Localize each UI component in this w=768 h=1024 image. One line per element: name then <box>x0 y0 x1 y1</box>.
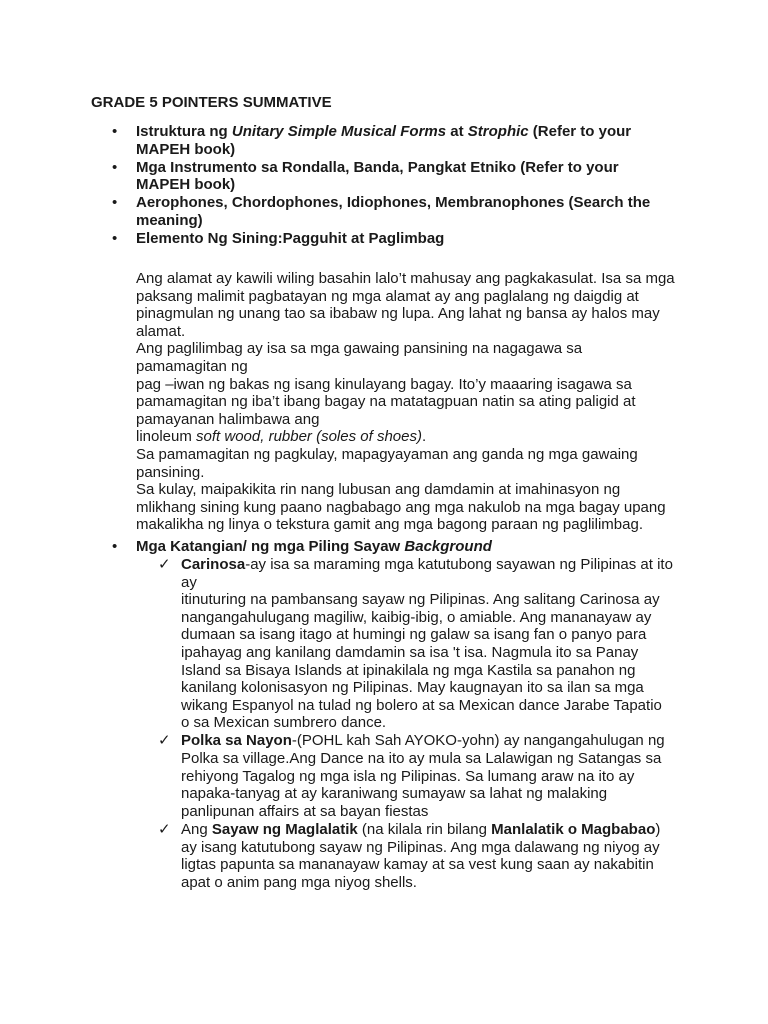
checkmark-icon: ✓ <box>158 732 171 750</box>
list-item: • Mga Katangian/ ng mga Piling Sayaw Background <box>112 538 492 555</box>
document-title: GRADE 5 POINTERS SUMMATIVE <box>91 94 332 111</box>
body-paragraphs: Ang alamat ay kawili wiling basahin lalo’t mahusay ang pagkakasulat. Isa sa mga paksang malimit pagbatayan ng mga alamat ay ang paglalang ng daigdig at pinagmulan ng unang tao sa ibabaw ng lupa. Ang lahat ng bansa ay halos may alamat. Ang paglilimbag ay isa sa mga gawaing pansining na nagagawa sa pamamagitan ng pag –iwan ng bakas ng isang kinulayang bagay. Ito’y maaaring isagawa sa pamamagitan ng iba’t ibang bagay na matatagpuan natin sa ating paligid at pamayanan halimbawa ang linoleum soft wood, rubber (soles of shoes). Sa pamamagitan ng pagkulay, mapagyayaman ang ganda ng mga gawaing pansining. Sa kulay, maipakikita rin nang lubusan ang damdamin at imahinasyon ng mlikhang sining kung paano nagbabago ang mga nakulob na mga bagay upang makalikha ng linya o tekstura gamit ang mga bagong paraan ng paglilimbag. <box>136 270 686 534</box>
pointers-list <box>0 123 768 248</box>
list-item: • Mga Instrumento sa Rondalla, Banda, Pangkat Etniko (Refer to your MAPEH book) <box>112 158 619 194</box>
dance-list <box>0 556 768 891</box>
dance-item-polka: ✓ Polka sa Nayon-(POHL kah Sah AYOKO-yohn) ay nangangahulugan ng Polka sa village.Ang Dance na ito ay mula sa Lalawigan ng Satangas sa rehiyong Tagalog ng mga isla ng Pilipinas. Sa lumang araw na ito ay napaka-tanyag at ay karaniwang sumayaw sa lahat ng malaking panlipunan affairs at sa bayan fiestas <box>158 732 665 820</box>
dance-item-carinosa: ✓ Carinosa-ay isa sa maraming mga katutubong sayawan ng Pilipinas at ito ay itinuturing na pambansang sayaw ng Pilipinas. Ang salitang Carinosa ay nangangahulugang magiliw, kaibig-ibig, o amiable. Ang mananayaw ay dumaan sa isang itago at humingi ng galaw sa isang fan o panyo para ipahayag ang kanilang damdamin sa isa 't isa. Nagmula ito sa Panay Island sa Bisaya Islands at ipinakilala ng mga Kastila sa panahon ng kanilang kolonisasyon ng Pilipinas. May kaugnayan ito sa ilan sa mga wikang Espanyol na tulad ng bolero at sa Mexican dance Jarabe Tapatio o sa Mexican sumbrero dance. <box>158 556 673 732</box>
bullet-icon: • <box>112 194 118 212</box>
bullet-icon: • <box>112 538 118 555</box>
dance-item-maglalatik: ✓ Ang Sayaw ng Maglalatik (na kilala rin bilang Manlalatik o Magbabao) ay isang katutubong sayaw ng Pilipinas. Ang mga dalawang ng niyog ay ligtas papunta sa mananayaw kamay at sa vest kung saan ay nakabitin apat o anim pang mga niyog shells. <box>158 820 661 891</box>
linoleum-line: linoleum soft wood, rubber (soles of shoes). <box>136 428 427 446</box>
checkmark-icon: ✓ <box>158 556 171 573</box>
sayaw-section <box>0 538 768 556</box>
bullet-icon: • <box>112 158 118 176</box>
bullet-icon: • <box>112 230 118 248</box>
checkmark-icon: ✓ <box>158 820 171 838</box>
list-item: • Elemento Ng Sining:Pagguhit at Paglimbag <box>112 230 445 248</box>
list-item: • Istruktura ng Unitary Simple Musical Forms at Strophic (Refer to your MAPEH book) <box>112 123 632 158</box>
list-item: • Aerophones, Chordophones, Idiophones, Membranophones (Search the meaning) <box>112 194 651 229</box>
bullet-icon: • <box>112 123 118 140</box>
